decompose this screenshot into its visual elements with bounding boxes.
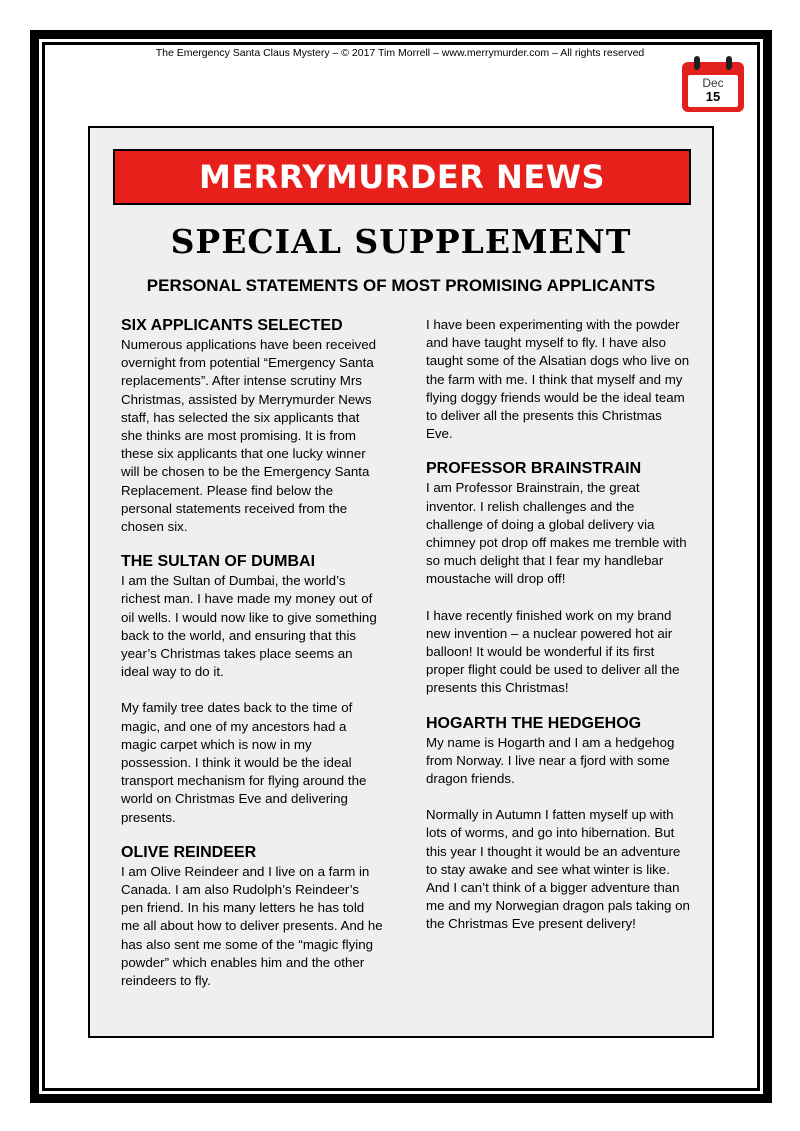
spacer xyxy=(121,827,383,843)
copyright-notice: The Emergency Santa Claus Mystery – © 2017 Tim Morrell – www.merrymurder.com – All rights reserved xyxy=(155,47,645,59)
section-heading: HOGARTH THE HEDGEHOG xyxy=(426,714,642,732)
section-paragraph: I have recently finished work on my brand new invention – a nuclear powered hot air balloon! It would be wonderful if its first proper flight could be used to deliver all the presents this Christmas! xyxy=(426,607,680,696)
right-column xyxy=(426,316,692,934)
section-paragraph: Normally in Autumn I fatten myself up with lots of worms, and go into hibernation. But this year I thought it would be an adventure to stay awake and see what winter is like. And I can’t think of a bigger adventure than me and my Norwegian dragon pals taking on the Christmas Eve present delivery! xyxy=(426,807,690,932)
section-professor xyxy=(426,459,692,697)
section-hogarth xyxy=(426,714,692,934)
section-paragraph: I am Olive Reindeer and I live on a farm in Canada. I am also Rudolph’s Reindeer’s pen friend. In his many letters he has told me all about how to deliver presents. And he has also sent me some of the “magic flying powder” which enables him and the other reindeers to fly. xyxy=(121,863,383,989)
spacer xyxy=(121,536,383,552)
section-heading: THE SULTAN OF DUMBAI xyxy=(121,553,316,571)
section-six-applicants xyxy=(121,316,383,536)
newspaper-banner: MERRYMURDER NEWS xyxy=(113,149,691,205)
section-paragraph: My family tree dates back to the time of magic, and one of my ancestors had a magic carpet which is now in my possession. I think it would be the ideal transport mechanism for flying around the world on Christmas Eve and delivering presents. xyxy=(121,700,367,825)
section-heading: SIX APPLICANTS SELECTED xyxy=(121,317,343,334)
left-column xyxy=(121,316,383,990)
section-paragraph: I have been experimenting with the powder and have taught myself to fly. I have also taught some of the Alsatian dogs who live on the farm with me. I think that myself and my flying doggy friends would be the ideal team to deliver all the presents this Christmas Eve. xyxy=(426,317,690,442)
section-sultan xyxy=(121,552,383,827)
section-paragraph: My name is Hogarth and I am a hedgehog from Norway. I live near a fjord with some dragon friends. xyxy=(426,734,675,787)
spacer xyxy=(121,681,383,699)
supplement-subtitle: PERSONAL STATEMENTS OF MOST PROMISING APPLICANTS xyxy=(146,276,656,295)
calendar-icon xyxy=(680,54,746,112)
section-heading: PROFESSOR BRAINSTRAIN xyxy=(426,460,642,478)
section-paragraph: I am the Sultan of Dumbai, the world’s richest man. I have made my money out of oil wells. I would now like to give something back to the world, and ensuring that this year’s Christmas takes place seems an ideal way to do it. xyxy=(121,573,377,680)
calendar-ring-left xyxy=(694,56,700,70)
supplement-title: SPECIAL SUPPLEMENT xyxy=(170,222,632,261)
spacer xyxy=(426,589,692,607)
spacer xyxy=(426,788,692,806)
section-heading: OLIVE REINDEER xyxy=(121,843,257,861)
calendar-day: 15 xyxy=(705,89,721,104)
spacer xyxy=(426,698,692,714)
section-olive-continued xyxy=(426,316,692,443)
calendar-ring-right xyxy=(726,56,732,70)
section-paragraph: Numerous applications have been received overnight from potential “Emergency Santa replacements”. After intense scrutiny Mrs Christmas, assisted by Merrymurder News staff, has selected the six applicants that she thinks are most promising. It is from these six applicants that one lucky winner will be chosen to be the Emergency Santa Replacement. Please find below the personal statements received from the chosen six. xyxy=(121,337,377,535)
spacer xyxy=(426,443,692,459)
section-olive xyxy=(121,843,383,990)
calendar-month: Dec xyxy=(702,76,724,90)
section-paragraph: I am Professor Brainstrain, the great inventor. I relish challenges and the challenge of doing a global delivery via chimney pot drop off makes me tremble with so much delight that I fear my handlebar moustache will drop off! xyxy=(426,480,687,587)
